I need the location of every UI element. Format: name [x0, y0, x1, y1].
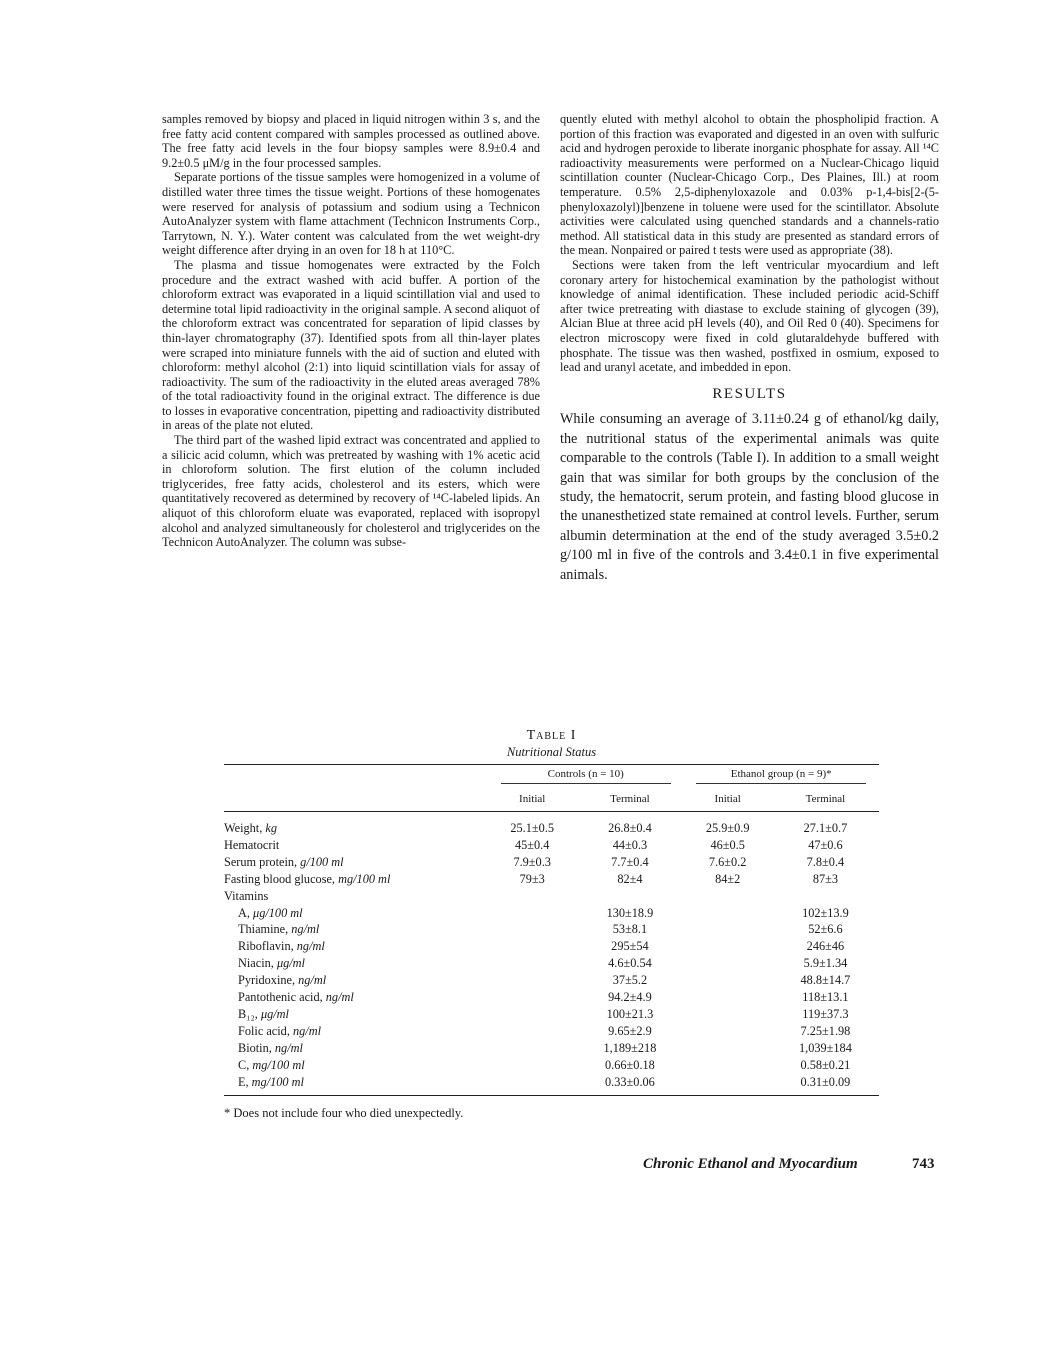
table-row [224, 955, 879, 972]
cell-c-init [488, 1023, 576, 1040]
column-header-terminal: Terminal [772, 787, 879, 812]
cell-e-init [683, 921, 771, 938]
paragraph: While consuming an average of 3.11±0.24 g of ethanol/kg daily, the nutritional status of the experimental animals was quite comparable to the controls (Table I). In addition to a small weight gain that was similar for both groups by the conclusion of the study, the hematocrit, serum protein, and fasting blood glucose in the unanesthetized state remained at control levels. Further, serum albumin determination at the end of the study averaged 3.5±0.2 g/100 ml in five of the controls and 3.4±0.1 in five experimental animals. [560, 411, 939, 583]
cell-e-init [683, 1040, 771, 1057]
cell-c-init [488, 1006, 576, 1023]
cell-c-term: 44±0.3 [612, 837, 648, 852]
table-row [224, 1074, 879, 1095]
cell-c-init: 25.1±0.5 [510, 821, 554, 835]
paragraph: Sections were taken from the left ventricular myocardium and left coronary artery for histochemical examination by the pathologist without knowledge of animal identification. These included periodic acid-Schiff after twice pretreating with diastase to exclude staining of glycogen (39), Alcian Blue at three acid pH levels (40), and Oil Red 0 (40). Specimens for electron microscopy were fixed in cold glutaraldehyde buffered with phosphate. The tissue was then washed, postfixed in osmium, exposed to lead and uranyl acetate, and imbedded in epon. [560, 257, 939, 375]
table-subtitle: Nutritional Status [506, 745, 597, 759]
cell-e-init [683, 1074, 771, 1095]
table-block [224, 727, 879, 1121]
cell-e-init: 46±0.5 [710, 837, 745, 852]
cell-c-term: 9.65±2.9 [608, 1023, 652, 1038]
cell-e-init [683, 972, 771, 989]
table-row [224, 837, 879, 854]
table-footnote: * Does not include four who died unexpectedly. [224, 1105, 464, 1120]
cell-e-init [683, 1006, 771, 1023]
cell-c-term: 26.8±0.4 [608, 821, 652, 835]
table-row [224, 938, 879, 955]
cell-c-term: 130±18.9 [606, 905, 654, 920]
table-row [224, 888, 879, 905]
cell-c-term: 295±54 [611, 939, 649, 954]
table-row [224, 1057, 879, 1074]
table-row [224, 989, 879, 1006]
cell-c-init [488, 888, 576, 905]
row-label: Serum protein, g/100 ml [224, 854, 344, 869]
cell-c-term [576, 888, 683, 905]
cell-e-term: 119±37.3 [802, 1006, 849, 1021]
cell-e-term: 102±13.9 [802, 905, 849, 920]
cell-c-term: 4.6±0.54 [608, 956, 652, 971]
cell-c-term: 0.33±0.06 [576, 1074, 683, 1095]
cell-e-term: 52±6.6 [808, 922, 843, 937]
running-head: Chronic Ethanol and Myocardium [643, 1156, 858, 1172]
row-label: Folic acid, ng/ml [238, 1023, 322, 1038]
cell-e-term: 47±0.6 [808, 837, 843, 852]
row-label: Pyridoxine, ng/ml [238, 973, 327, 988]
cell-c-init [488, 1057, 576, 1074]
cell-e-term: 246±46 [806, 939, 845, 954]
cell-c-term: 94.2±4.9 [608, 990, 652, 1005]
column-group-ethanol: Ethanol group (n = 9)* [683, 765, 879, 788]
column-header-terminal: Terminal [576, 787, 683, 812]
paragraph: The plasma and tissue homogenates were extracted by the Folch procedure and the extract washed with acid buffer. A portion of the chloroform extract was evaporated in a liquid scintillation vial and used to determine total lipid radioactivity in the original sample. A second aliquot of the chloroform extract was concentrated for separation of lipid classes by thin-layer chromatography (37). Identified spots from all thin-layer plates were scraped into miniature funnels with the aid of suction and eluted with chloroform: methyl alcohol (2:1) into liquid scintillation vials for assay of radioactivity. The sum of the radioactivity in the eluted areas averaged 78% of the total radioactivity found in the original extract. The difference is due to losses in evaporative concentration, pipetting and radioactivity distributed in areas of the plate not eluted. [162, 257, 540, 433]
row-label: Vitamins [224, 888, 269, 903]
cell-e-init [683, 955, 771, 972]
cell-e-init [683, 938, 771, 955]
cell-c-init [488, 1040, 576, 1057]
cell-c-init [488, 972, 576, 989]
cell-c-term: 82±4 [617, 871, 643, 886]
cell-e-term: 5.9±1.34 [803, 956, 848, 971]
cell-c-init [488, 921, 576, 938]
cell-c-init: 45±0.4 [514, 837, 550, 852]
cell-e-term: 0.58±0.21 [800, 1057, 851, 1072]
cell-c-term: 37±5.2 [612, 973, 648, 988]
cell-e-term: 27.1±0.7 [803, 821, 848, 835]
row-label: B₁₂, μg/ml [238, 1006, 289, 1021]
row-label: C, mg/100 ml [238, 1057, 305, 1072]
cell-c-init [488, 955, 576, 972]
table-row [224, 1040, 879, 1057]
row-label: Fasting blood glucose, mg/100 ml [224, 871, 391, 886]
table-caption: Table I [526, 728, 577, 743]
table-header-blank [224, 787, 488, 812]
table-row [224, 921, 879, 938]
cell-e-init [683, 1057, 771, 1074]
cell-e-term: 0.31±0.09 [772, 1074, 879, 1095]
table-row [224, 905, 879, 922]
cell-c-term: 7.7±0.4 [611, 854, 649, 869]
cell-c-term: 0.66±0.18 [605, 1057, 655, 1072]
cell-e-term: 118±13.1 [802, 990, 849, 1005]
cell-c-init: 7.9±0.3 [513, 854, 551, 869]
cell-e-init [683, 1023, 771, 1040]
row-label: E, mg/100 ml [224, 1074, 488, 1095]
cell-c-init: 79±3 [519, 871, 545, 886]
table-body [224, 812, 879, 1096]
row-label: A, μg/100 ml [238, 905, 303, 920]
paragraph: Separate portions of the tissue samples were homogenized in a volume of distilled water three times the tissue weight. Portions of these homogenates were reserved for analysis of potassium and sodium using a Technicon AutoAnalyzer system with flame attachment (Technicon Instruments Corp., Tarrytown, N. Y.). Water content was calculated from the wet weight-dry weight difference after drying in an oven for 18 h at 110°C. [162, 170, 540, 258]
table-row [224, 871, 879, 888]
cell-c-init [488, 989, 576, 1006]
cell-e-init [683, 905, 771, 922]
cell-c-term: 1,189±218 [603, 1040, 657, 1055]
paragraph: quently eluted with methyl alcohol to obtain the phospholipid fraction. A portion of this fraction was evaporated and digested in an oven with sulfuric acid and hydrogen peroxide to liberate inorganic phosphate for assay. All ¹⁴C radioactivity measurements were performed on a Nuclear-Chicago liquid scintillation counter (Nuclear-Chicago Corp., Des Plaines, Ill.) at room temperature. 0.5% 2,5-diphenyloxazole and 0.03% p-1,4-bis[2-(5-phenyloxazolyl)]benzene in toluene were used for the scintillator. Absolute activities were calculated using quenched standards and a channels-ratio method. All statistical data in this study are presented as standard errors of the mean. Nonpaired or paired t tests were used as appropriate (38). [560, 112, 939, 258]
column-header-initial: Initial [488, 787, 576, 812]
row-label: Hematocrit [224, 837, 280, 852]
left-column [162, 112, 540, 550]
page-number: 743 [912, 1156, 935, 1172]
paragraph: The third part of the washed lipid extract was concentrated and applied to a silicic acid column, which was pretreated by washing with 1% acetic acid in chloroform solution. The first elution of the column included triglycerides, free fatty acids, cholesterol and its esters, which were quantitatively recovered as determined by recovery of ¹⁴C-labeled lipids. An aliquot of this chloroform eluate was evaporated, replaced with isopropyl alcohol and analyzed simultaneously for cholesterol and triglycerides on the Technicon AutoAnalyzer. The column was subse- [162, 433, 540, 550]
cell-c-init [488, 1074, 576, 1095]
cell-e-term: 87±3 [812, 871, 839, 886]
cell-c-term: 100±21.3 [606, 1006, 654, 1021]
row-label: Niacin, μg/ml [238, 956, 305, 971]
row-label: Thiamine, ng/ml [238, 922, 320, 937]
table-row [224, 854, 879, 871]
cell-e-term: 1,039±184 [798, 1040, 852, 1055]
cell-e-init [683, 888, 771, 905]
cell-e-init: 84±2 [715, 871, 741, 886]
cell-e-term: 7.25±1.98 [800, 1023, 851, 1038]
section-heading: RESULTS [712, 385, 787, 402]
cell-e-init [683, 989, 771, 1006]
nutritional-status-table [224, 764, 879, 1096]
row-label: Riboflavin, ng/ml [238, 939, 325, 954]
cell-e-term [772, 888, 879, 905]
table-header-blank [224, 765, 488, 788]
column-header-initial: Initial [683, 787, 771, 812]
column-group-controls: Controls (n = 10) [488, 765, 683, 788]
right-column [560, 112, 939, 585]
cell-e-term: 7.8±0.4 [806, 854, 845, 869]
table-row [224, 972, 879, 989]
row-label: Weight, kg [224, 821, 277, 835]
cell-e-init: 7.6±0.2 [708, 854, 747, 869]
cell-e-init: 25.9±0.9 [705, 821, 750, 835]
cell-c-init [488, 938, 576, 955]
table-row [224, 1023, 879, 1040]
cell-c-term: 53±8.1 [612, 922, 648, 937]
table-row [224, 1006, 879, 1023]
paragraph: samples removed by biopsy and placed in liquid nitrogen within 3 s, and the free fatty acid content compared with samples processed as outlined above. The free fatty acid levels in the four biopsy samples were 8.9±0.4 and 9.2±0.5 μM/g in the four processed samples. [162, 112, 540, 170]
cell-e-term: 48.8±14.7 [800, 973, 851, 988]
row-label: Biotin, ng/ml [238, 1040, 303, 1055]
cell-c-init [488, 905, 576, 922]
table-row [224, 812, 879, 837]
row-label: Pantothenic acid, ng/ml [238, 990, 354, 1005]
